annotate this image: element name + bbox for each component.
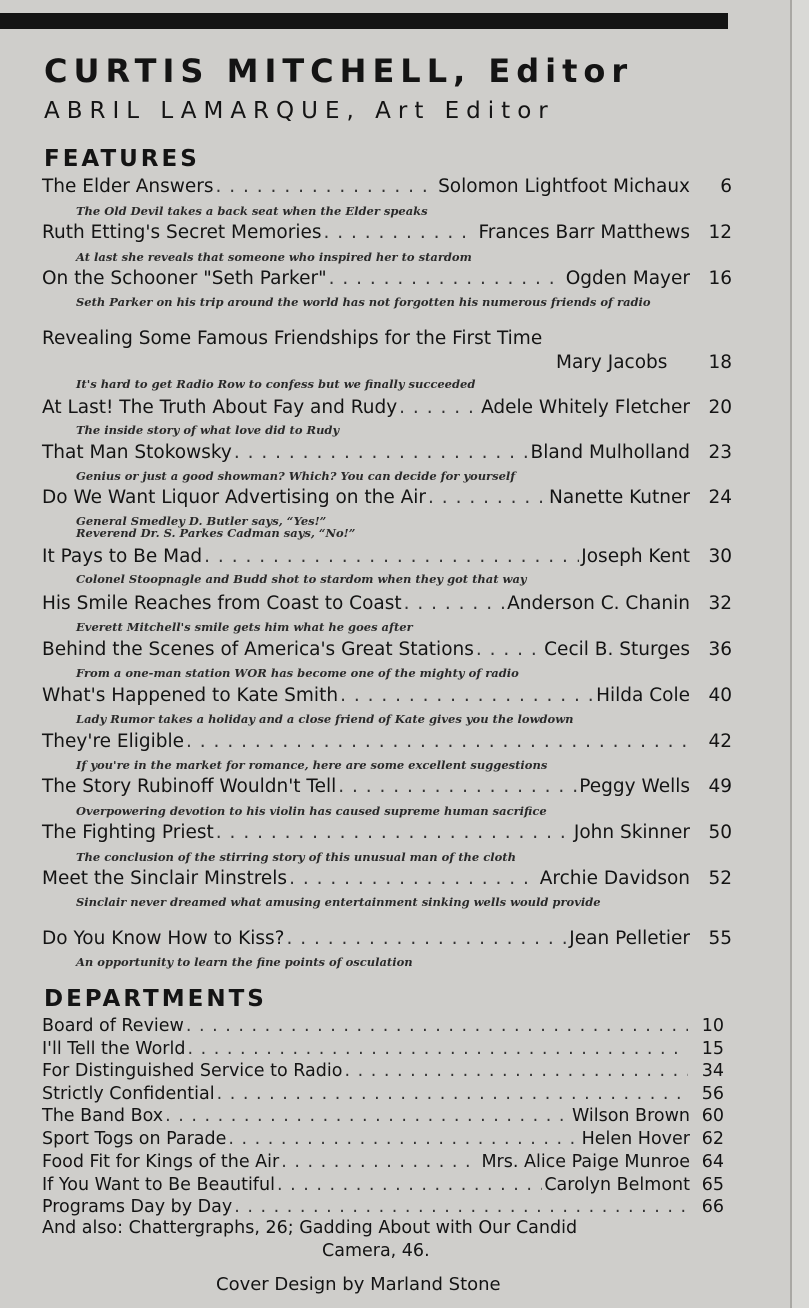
feature-page: 20 [708, 397, 732, 418]
feature-title: Behind the Scenes of America's Great Stations [42, 639, 474, 660]
also-line: And also: Chattergraphs, 26; Gadding About with Our Candid [42, 1218, 578, 1238]
feature-page: 23 [708, 442, 732, 463]
feature-entry[interactable] [42, 442, 690, 466]
department-author: Wilson Brown [571, 1106, 690, 1126]
department-page: 62 [701, 1129, 724, 1149]
leader-dots [186, 731, 688, 752]
feature-title: The Story Rubinoff Wouldn't Tell [42, 776, 337, 797]
department-entry[interactable] [42, 1106, 690, 1128]
feature-title: His Smile Reaches from Coast to Coast [42, 593, 402, 614]
department-title: Sport Togs on Parade [42, 1129, 227, 1149]
feature-title: The Fighting Priest [42, 822, 214, 843]
feature-blurb: Overpowering devotion to his violin has caused supreme human sacrifice [76, 804, 547, 818]
feature-title: On the Schooner "Seth Parker" [42, 268, 327, 289]
feature-author: Jean Pelletier [569, 928, 690, 949]
feature-page: 49 [708, 776, 732, 797]
leader-dots [286, 928, 567, 949]
feature-page: 30 [708, 546, 732, 567]
feature-entry[interactable] [42, 868, 690, 892]
feature-page: 24 [708, 487, 732, 508]
feature-blurb: From a one-man station WOR has become one of the mighty of radio [76, 666, 519, 680]
department-entry[interactable] [42, 1084, 690, 1106]
feature-blurb: Reverend Dr. S. Parkes Cadman says, “No!” [76, 526, 356, 540]
feature-page: 42 [708, 731, 732, 752]
department-page: 56 [701, 1084, 724, 1104]
feature-blurb: The Old Devil takes a back seat when the Elder speaks [76, 204, 428, 218]
leader-dots [344, 1061, 688, 1081]
feature-page: 32 [708, 593, 732, 614]
department-entry[interactable] [42, 1197, 690, 1219]
leader-dots [216, 176, 437, 197]
leader-dots [281, 1152, 479, 1172]
feature-author: Joseph Kent [581, 546, 690, 567]
feature-title: Meet the Sinclair Minstrels [42, 868, 288, 889]
department-title: I'll Tell the World [42, 1039, 186, 1059]
department-author: Mrs. Alice Paige Munroe [481, 1152, 690, 1172]
department-page: 60 [701, 1106, 724, 1126]
features-heading: FEATURES [44, 146, 200, 172]
feature-entry[interactable] [42, 731, 690, 755]
feature-entry[interactable] [42, 397, 690, 421]
feature-author: Mary Jacobs [556, 352, 668, 373]
also-line-continued: Camera, 46. [322, 1241, 430, 1261]
leader-dots [340, 685, 594, 706]
department-title: For Distinguished Service to Radio [42, 1061, 343, 1081]
leader-dots [338, 776, 577, 797]
leader-dots [476, 639, 542, 660]
feature-author: John Skinner [573, 822, 690, 843]
feature-blurb: Genius or just a good showman? Which? You can decide for yourself [76, 469, 516, 483]
feature-page: 12 [708, 222, 732, 243]
department-entry[interactable] [42, 1129, 690, 1151]
feature-page: 6 [720, 176, 732, 197]
feature-author: Bland Mulholland [530, 442, 690, 463]
feature-entry[interactable] [42, 546, 690, 570]
departments-heading: DEPARTMENTS [44, 986, 267, 1012]
department-page: 65 [701, 1175, 724, 1195]
leader-dots [234, 442, 529, 463]
leader-dots [187, 1039, 688, 1059]
feature-blurb: An opportunity to learn the fine points of osculation [76, 955, 413, 969]
feature-blurb: Seth Parker on his trip around the world has not forgotten his numerous friends of radio [76, 295, 651, 309]
feature-title: They're Eligible [42, 731, 185, 752]
leader-dots [186, 1016, 688, 1036]
feature-title: It Pays to Be Mad [42, 546, 203, 567]
feature-title: What's Happened to Kate Smith [42, 685, 339, 706]
leader-dots [228, 1129, 579, 1149]
department-entry[interactable] [42, 1039, 690, 1061]
feature-title: Ruth Etting's Secret Memories [42, 222, 322, 243]
feature-page: 55 [708, 928, 732, 949]
feature-title[interactable]: Revealing Some Famous Friendships for the First Time [42, 328, 543, 349]
feature-blurb: Colonel Stoopnagle and Budd shot to stardom when they got that way [76, 572, 527, 586]
feature-page: 40 [708, 685, 732, 706]
leader-dots [428, 487, 547, 508]
department-entry[interactable] [42, 1016, 690, 1038]
feature-title: That Man Stokowsky [42, 442, 232, 463]
feature-blurb: If you're in the market for romance, here are some excellent suggestions [76, 758, 548, 772]
feature-page: 18 [708, 352, 732, 373]
department-entry[interactable] [42, 1061, 690, 1083]
feature-page: 50 [708, 822, 732, 843]
top-rule [0, 13, 728, 29]
feature-blurb: Sinclair never dreamed what amusing entertainment sinking wells would provide [76, 895, 601, 909]
leader-dots [277, 1175, 542, 1195]
department-entry[interactable] [42, 1152, 690, 1174]
department-page: 10 [701, 1016, 724, 1036]
feature-author: Anderson C. Chanin [507, 593, 690, 614]
feature-blurb: General Smedley D. Butler says, “Yes!” [76, 514, 327, 528]
feature-author: Hilda Cole [596, 685, 690, 706]
department-title: The Band Box [42, 1106, 164, 1126]
feature-entry[interactable] [42, 176, 690, 200]
cover-credit: Cover Design by Marland Stone [216, 1274, 501, 1295]
department-page: 66 [701, 1197, 724, 1217]
feature-blurb: At last she reveals that someone who inspired her to stardom [76, 250, 472, 264]
feature-page: 36 [708, 639, 732, 660]
art-editor-credit: ABRIL LAMARQUE, Art Editor [44, 98, 555, 124]
department-title: If You Want to Be Beautiful [42, 1175, 275, 1195]
leader-dots [165, 1106, 570, 1126]
department-title: Food Fit for Kings of the Air [42, 1152, 280, 1172]
leader-dots [399, 397, 479, 418]
page-edge [790, 0, 809, 1308]
department-author: Carolyn Belmont [544, 1175, 690, 1195]
department-title: Strictly Confidential [42, 1084, 215, 1104]
feature-blurb: The conclusion of the stirring story of this unusual man of the cloth [76, 850, 516, 864]
department-page: 34 [701, 1061, 724, 1081]
feature-blurb: Everett Mitchell's smile gets him what he goes after [76, 620, 413, 634]
feature-author: Peggy Wells [579, 776, 690, 797]
leader-dots [234, 1197, 688, 1217]
feature-blurb: The inside story of what love did to Rudy [76, 423, 340, 437]
feature-entry[interactable] [42, 776, 690, 800]
feature-entry[interactable] [42, 487, 690, 511]
feature-entry[interactable] [42, 593, 690, 617]
leader-dots [217, 1084, 688, 1104]
feature-entry[interactable] [42, 928, 690, 952]
department-entry[interactable] [42, 1175, 690, 1197]
leader-dots [204, 546, 579, 567]
feature-author: Archie Davidson [539, 868, 690, 889]
leader-dots [216, 822, 572, 843]
feature-entry[interactable] [42, 268, 690, 292]
feature-blurb: Lady Rumor takes a holiday and a close friend of Kate gives you the lowdown [76, 712, 574, 726]
editor-credit: CURTIS MITCHELL, Editor [44, 52, 634, 90]
leader-dots [329, 268, 564, 289]
feature-entry[interactable] [42, 639, 690, 663]
department-title: Board of Review [42, 1016, 184, 1036]
department-author: Helen Hover [581, 1129, 690, 1149]
feature-blurb: It's hard to get Radio Row to confess but we finally succeeded [76, 377, 476, 391]
feature-entry[interactable] [42, 222, 690, 246]
leader-dots [289, 868, 538, 889]
feature-author: Cecil B. Sturges [544, 639, 690, 660]
feature-title: The Elder Answers [42, 176, 214, 197]
leader-dots [404, 593, 505, 614]
feature-title: Do We Want Liquor Advertising on the Air [42, 487, 427, 508]
feature-entry[interactable] [42, 822, 690, 846]
feature-page: 16 [708, 268, 732, 289]
department-page: 64 [701, 1152, 724, 1172]
leader-dots [323, 222, 476, 243]
feature-author: Solomon Lightfoot Michaux [438, 176, 690, 197]
feature-author: Adele Whitely Fletcher [481, 397, 690, 418]
feature-author: Ogden Mayer [565, 268, 690, 289]
feature-title: Do You Know How to Kiss? [42, 928, 285, 949]
feature-author: Nanette Kutner [549, 487, 690, 508]
feature-title: At Last! The Truth About Fay and Rudy [42, 397, 398, 418]
feature-author: Frances Barr Matthews [478, 222, 690, 243]
department-page: 15 [701, 1039, 724, 1059]
feature-entry[interactable] [42, 685, 690, 709]
department-title: Programs Day by Day [42, 1197, 233, 1217]
feature-page: 52 [708, 868, 732, 889]
